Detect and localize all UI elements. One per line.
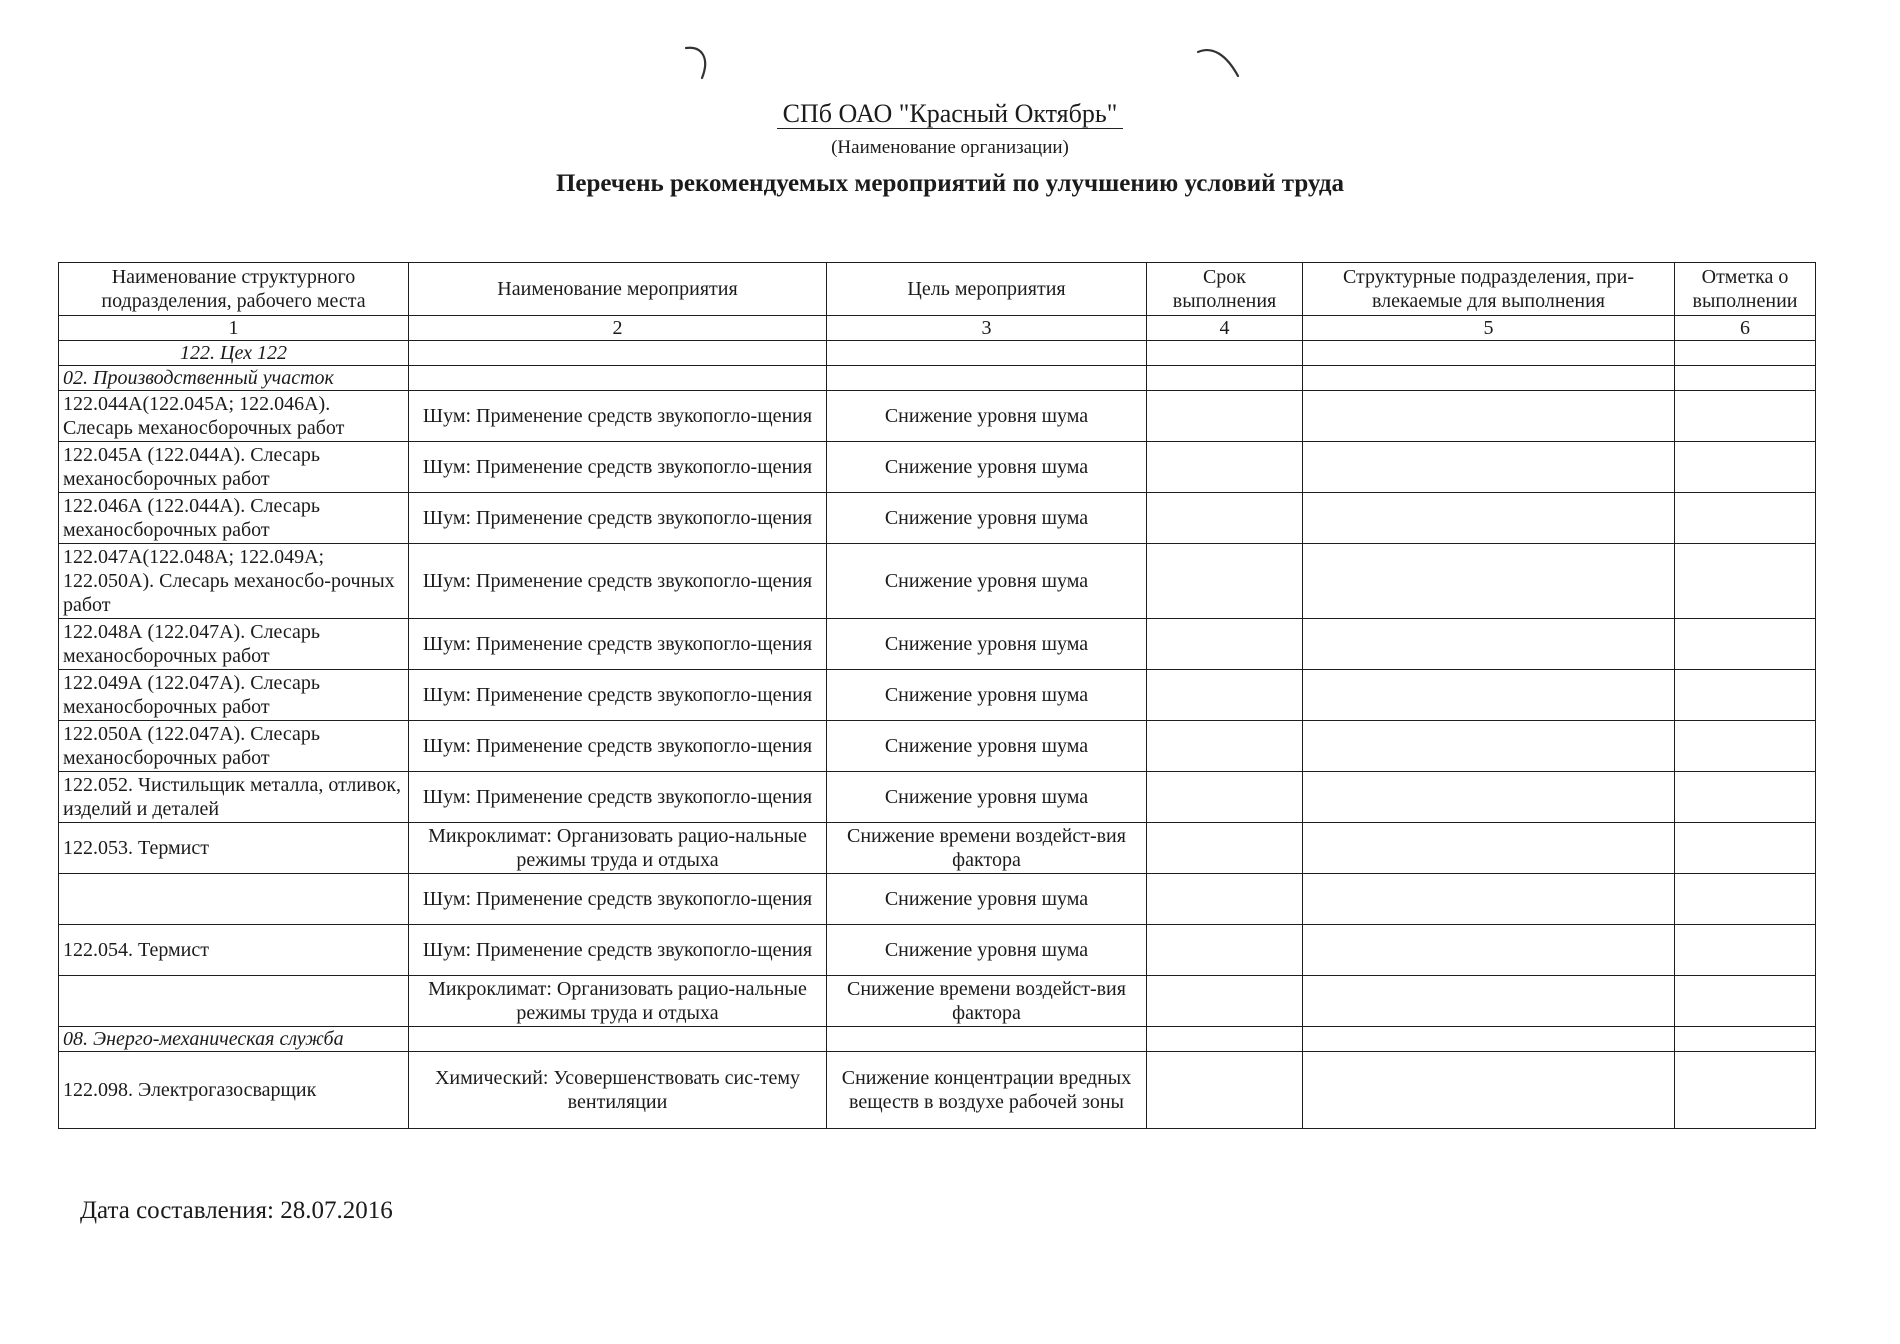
table-row: [59, 442, 1816, 493]
table-row: [59, 493, 1816, 544]
table-row: [59, 391, 1816, 442]
workplace-cell: [59, 976, 409, 1027]
goal-cell: Снижение концентрации вредных веществ в воздухе рабочей зоны: [827, 1052, 1147, 1129]
workplace-cell: 122.054. Термист: [59, 925, 409, 976]
goal-cell: Снижение уровня шума: [827, 544, 1147, 619]
subsection-title: 02. Производственный участок: [59, 366, 409, 391]
measures-table: [58, 262, 1816, 1129]
subsection-row: [59, 1027, 1816, 1052]
column-number-row: [59, 316, 1816, 341]
goal-cell: Снижение уровня шума: [827, 874, 1147, 925]
measure-cell: Шум: Применение средств звукопогло-щения: [409, 442, 827, 493]
measure-cell: Шум: Применение средств звукопогло-щения: [409, 544, 827, 619]
measure-cell: Шум: Применение средств звукопогло-щения: [409, 670, 827, 721]
column-number: 6: [1675, 316, 1816, 341]
column-header: Срок выполнения: [1147, 263, 1303, 316]
organization-caption: (Наименование организации): [831, 137, 1069, 158]
table-row: [59, 976, 1816, 1027]
measure-cell: Микроклимат: Организовать рацио-нальные режимы труда и отдыха: [409, 976, 827, 1027]
measure-cell: Шум: Применение средств звукопогло-щения: [409, 619, 827, 670]
workplace-cell: 122.048А (122.047А). Слесарь механосборочных работ: [59, 619, 409, 670]
section-row: [59, 341, 1816, 366]
column-number: 4: [1147, 316, 1303, 341]
goal-cell: Снижение времени воздейст-вия фактора: [827, 976, 1147, 1027]
workplace-cell: [59, 874, 409, 925]
column-number: 2: [409, 316, 827, 341]
workplace-cell: 122.049А (122.047А). Слесарь механосборочных работ: [59, 670, 409, 721]
table-row: [59, 619, 1816, 670]
goal-cell: Снижение уровня шума: [827, 391, 1147, 442]
table-row: [59, 544, 1816, 619]
table-row: [59, 874, 1816, 925]
measure-cell: Шум: Применение средств звукопогло-щения: [409, 493, 827, 544]
workplace-cell: 122.044А(122.045А; 122.046А). Слесарь механосборочных работ: [59, 391, 409, 442]
pen-stroke-mark: [684, 42, 718, 84]
table-row: [59, 823, 1816, 874]
workplace-cell: 122.046А (122.044А). Слесарь механосборочных работ: [59, 493, 409, 544]
table-row: [59, 670, 1816, 721]
goal-cell: Снижение уровня шума: [827, 442, 1147, 493]
goal-cell: Снижение уровня шума: [827, 772, 1147, 823]
workplace-cell: 122.053. Термист: [59, 823, 409, 874]
section-title: 122. Цех 122: [59, 341, 409, 366]
goal-cell: Снижение уровня шума: [827, 670, 1147, 721]
measure-cell: Шум: Применение средств звукопогло-щения: [409, 721, 827, 772]
column-header: Структурные подразделения, при-влекаемые для выполнения: [1303, 263, 1675, 316]
column-header: Наименование мероприятия: [409, 263, 827, 316]
measure-cell: Химический: Усовершенствовать сис-тему вентиляции: [409, 1052, 827, 1129]
document-title: Перечень рекомендуемых мероприятий по улучшению условий труда: [555, 170, 1345, 197]
workplace-cell: 122.052. Чистильщик металла, отливок, изделий и деталей: [59, 772, 409, 823]
column-number: 3: [827, 316, 1147, 341]
column-header: Отметка о выполнении: [1675, 263, 1816, 316]
measure-cell: Шум: Применение средств звукопогло-щения: [409, 874, 827, 925]
subsection-title: 08. Энерго-механическая служба: [59, 1027, 409, 1052]
table-row: [59, 772, 1816, 823]
organization-name: СПб ОАО "Красный Октябрь": [0, 98, 1900, 130]
column-header: Цель мероприятия: [827, 263, 1147, 316]
measure-cell: Шум: Применение средств звукопогло-щения: [409, 772, 827, 823]
workplace-cell: 122.050А (122.047А). Слесарь механосборочных работ: [59, 721, 409, 772]
table-header-row: [59, 263, 1816, 316]
goal-cell: Снижение уровня шума: [827, 619, 1147, 670]
table-row: [59, 1052, 1816, 1129]
goal-cell: Снижение уровня шума: [827, 721, 1147, 772]
table-row: [59, 925, 1816, 976]
measure-cell: Шум: Применение средств звукопогло-щения: [409, 391, 827, 442]
workplace-cell: 122.047А(122.048А; 122.049А; 122.050А). Слесарь механосбо-рочных работ: [59, 544, 409, 619]
column-number: 5: [1303, 316, 1675, 341]
workplace-cell: 122.098. Электрогазосварщик: [59, 1052, 409, 1129]
measure-cell: Микроклимат: Организовать рацио-нальные режимы труда и отдыха: [409, 823, 827, 874]
goal-cell: Снижение уровня шума: [827, 493, 1147, 544]
measure-cell: Шум: Применение средств звукопогло-щения: [409, 925, 827, 976]
table-row: [59, 721, 1816, 772]
column-header: Наименование структурного подразделения, рабочего места: [59, 263, 409, 316]
goal-cell: Снижение уровня шума: [827, 925, 1147, 976]
goal-cell: Снижение времени воздейст-вия фактора: [827, 823, 1147, 874]
pen-stroke-mark: [1196, 44, 1242, 86]
subsection-row: [59, 366, 1816, 391]
workplace-cell: 122.045А (122.044А). Слесарь механосборочных работ: [59, 442, 409, 493]
compilation-date: Дата составления: 28.07.2016: [80, 1197, 393, 1224]
column-number: 1: [59, 316, 409, 341]
